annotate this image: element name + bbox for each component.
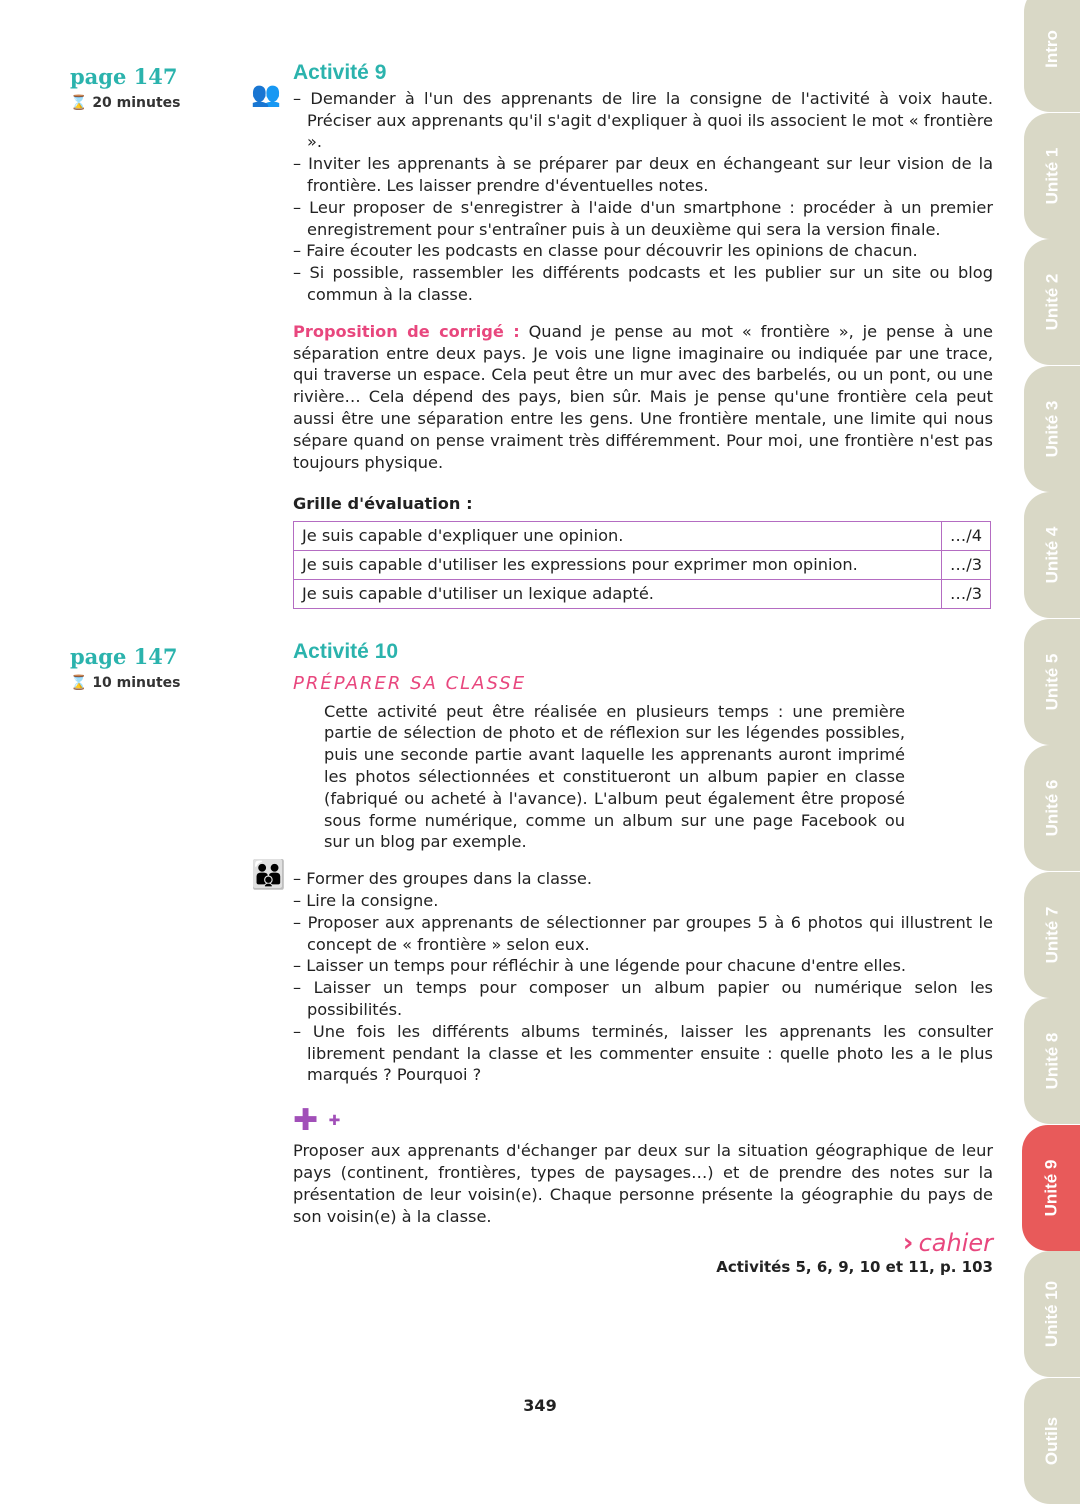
- tab-label: Outils: [1041, 1416, 1061, 1465]
- instruction-list: [293, 88, 993, 306]
- tab-unit-10[interactable]: [1024, 1251, 1080, 1377]
- activity-9: [251, 61, 993, 609]
- criterion: Je suis capable d'expliquer une opinion.: [294, 522, 942, 551]
- list-item: – Une fois les différents albums terminés, laisser les apprenants les consulter librement pendant la classe et les commenter ensuite : quelle photo les a le plus marqués ? Pourquoi ?: [293, 1021, 993, 1086]
- unit-tabs: [1022, 0, 1080, 1465]
- instruction-list: [293, 868, 993, 1086]
- tab-label: Unité 8: [1042, 1032, 1061, 1090]
- group-icon: 👪: [251, 858, 286, 892]
- tab-label: Unité 7: [1042, 906, 1061, 963]
- section-meta-9: [70, 64, 181, 111]
- tab-unit-5[interactable]: [1024, 619, 1080, 745]
- tab-outils[interactable]: [1024, 1378, 1080, 1504]
- activity-title: Activité 9: [293, 61, 387, 84]
- tab-intro[interactable]: [1024, 0, 1080, 112]
- tab-unit-4[interactable]: [1024, 492, 1080, 618]
- score: …/3: [942, 579, 991, 608]
- duration: 20 minutes: [92, 95, 181, 111]
- hourglass-icon: ⌛: [70, 675, 88, 691]
- tab-unit-6[interactable]: [1024, 745, 1080, 871]
- cahier-ref: › cahier Activités 5, 6, 9, 10 et 11, p. 103: [716, 1228, 993, 1277]
- tab-label: Unité 10: [1042, 1280, 1062, 1348]
- criterion: Je suis capable d'utiliser les expressions pour exprimer mon opinion.: [294, 550, 942, 579]
- prep-text: Cette activité peut être réalisée en plusieurs temps : une première partie de sélection de photo et de réflexion sur les légendes possibles, puis une seconde partie avant laquelle les apprenants auront imprimé les photos sélectionnées et constitueront un album papier en classe (fabriqué ou acheté à l'avance). L'album peut également être proposé sous forme numérique, comme un album sur une page Facebook ou sur un blog par exemple.: [324, 701, 905, 852]
- tab-unit-7[interactable]: [1024, 872, 1080, 998]
- tab-unit-9[interactable]: [1022, 1125, 1080, 1251]
- grille-title: Grille d'évaluation :: [293, 494, 473, 514]
- hourglass-icon: ⌛: [70, 95, 88, 111]
- tab-unit-2[interactable]: [1024, 239, 1080, 365]
- list-item: – Leur proposer de s'enregistrer à l'aide d'un smartphone : procéder à un premier enregistrement pour s'entraîner puis à un deuxième qui sera la version finale.: [293, 197, 993, 241]
- tab-label: Unité 2: [1042, 273, 1061, 331]
- grid-row: [294, 550, 991, 579]
- plus-icon: ✚ ✚: [293, 1103, 341, 1139]
- tab-label: Unité 6: [1042, 779, 1061, 837]
- grid-row: [294, 579, 991, 608]
- tab-label: Intro: [1042, 30, 1061, 68]
- duration: 10 minutes: [92, 675, 181, 691]
- list-item: – Faire écouter les podcasts en classe pour découvrir les opinions de chacun.: [293, 240, 993, 262]
- criterion: Je suis capable d'utiliser un lexique adapté.: [294, 579, 942, 608]
- tab-label: Unité 3: [1042, 400, 1061, 457]
- list-item: – Lire la consigne.: [293, 890, 993, 912]
- list-item: – Former des groupes dans la classe.: [293, 868, 993, 890]
- section-meta-10: [70, 644, 181, 691]
- tab-unit-1[interactable]: [1024, 113, 1080, 239]
- score: …/4: [942, 522, 991, 551]
- list-item: – Proposer aux apprenants de sélectionner par groupes 5 à 6 photos qui illustrent le concept de « frontière » selon eux.: [293, 912, 993, 956]
- list-item: – Laisser un temps pour composer un album papier ou numérique selon les possibilités.: [293, 977, 993, 1021]
- tab-unit-3[interactable]: [1024, 366, 1080, 492]
- tab-label: Unité 4: [1042, 526, 1061, 584]
- tab-label: Unité 9: [1041, 1159, 1060, 1216]
- grid-row: [294, 522, 991, 551]
- pair-icon: 👥: [251, 79, 281, 108]
- score: …/3: [942, 550, 991, 579]
- list-item: – Laisser un temps pour réfléchir à une légende pour chacune d'entre elles.: [293, 955, 993, 977]
- list-item: – Si possible, rassembler les différents podcasts et les publier sur un site ou blog commun à la classe.: [293, 262, 993, 306]
- page-ref: page 147: [70, 64, 178, 89]
- list-item: – Inviter les apprenants à se préparer par deux en échangeant sur leur vision de la frontière. Les laisser prendre d'éventuelles notes.: [293, 153, 993, 197]
- page-number: 349: [523, 1396, 557, 1415]
- chevron-right-icon: ›: [902, 1228, 914, 1259]
- activity-10: [251, 640, 993, 1279]
- plus-text: Proposer aux apprenants d'échanger par deux sur la situation géographique de leur pays (continent, frontières, types de paysages…) et de prendre des notes sur la présentation de leur voisin(e). Chaque personne présente la géographie du pays de son voisin(e) à la classe.: [293, 1141, 993, 1226]
- tab-label: Unité 5: [1042, 653, 1061, 710]
- evaluation-grid: [293, 521, 991, 608]
- activity-title: Activité 10: [293, 640, 399, 663]
- page-ref: page 147: [70, 644, 178, 669]
- corrige: Proposition de corrigé : Quand je pense au mot « frontière », je pense à une séparation entre deux pays. Je vois une ligne imaginaire ou indiquée par une trace, qui traverse un espace. Cela peut être un mur avec des barbelés, ou un pont, ou une rivière… Cela dépend des pays, bien sûr. Mais je pense qu'une frontière cela peut aussi être une séparation entre les gens. Une frontière mentale, une limite qui nous sépare quand on pense vraiment très différemment. Pour moi, une frontière n'est pas toujours physique.: [293, 321, 993, 472]
- list-item: – Demander à l'un des apprenants de lire la consigne de l'activité à voix haute. Préciser aux apprenants qu'il s'agit d'expliquer à quoi ils associent le mot « frontière ».: [293, 88, 993, 153]
- tab-unit-8[interactable]: [1024, 998, 1080, 1124]
- prep-title: PRÉPARER SA CLASSE: [293, 672, 527, 694]
- tab-label: Unité 1: [1042, 147, 1061, 204]
